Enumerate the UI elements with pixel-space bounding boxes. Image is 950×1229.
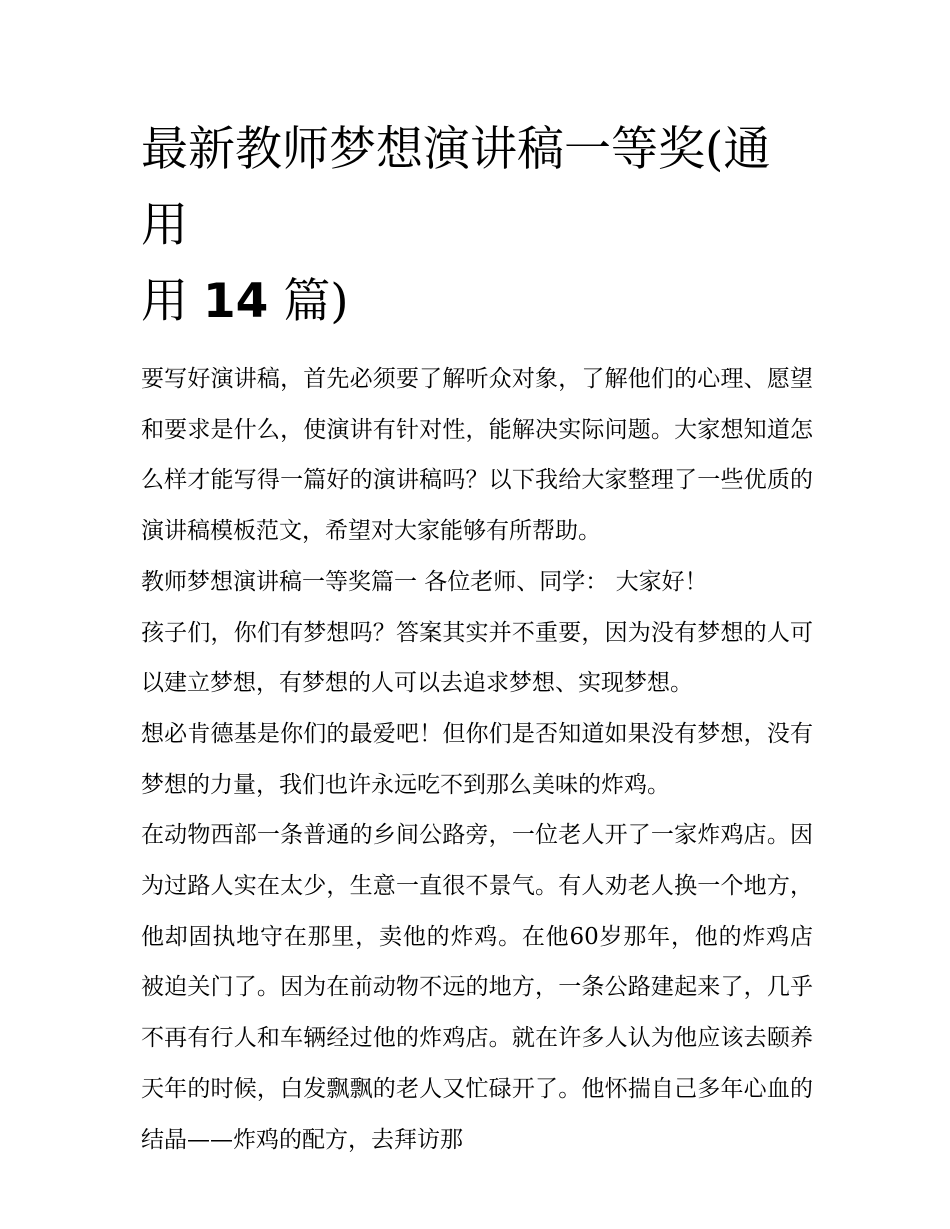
title-line1: 最新教师梦想演讲稿一等奖(通用: [141, 122, 771, 253]
paragraph-dream-question: 孩子们，你们有梦想吗？答案其实并不重要，因为没有梦想的人可以建立梦想，有梦想的人可以去追求梦想、实现梦想。: [141, 619, 813, 697]
title-suffix: 篇): [283, 274, 349, 329]
paragraph-intro: 要写好演讲稿，首先必须要了解听众对象，了解他们的心理、愿望和要求是什么，使演讲有针对性，能解决实际问题。大家想知道怎么样才能写得一篇好的演讲稿吗？以下我给大家整理了一些优质的演讲稿模板范文，希望对大家能够有所帮助。: [141, 366, 813, 545]
paragraph-story: 在动物西部一条普通的乡间公路旁，一位老人开了一家炸鸡店。因为过路人实在太少，生意一直很不景气。有人劝老人换一个地方，他却固执地守在那里，卖他的炸鸡。在他60岁那年，他的炸鸡店被迫关门了。因为在前动物不远的地方，一条公路建起来了，几乎不再有行人和车辆经过他的炸鸡店。就在许多人认为他应该去颐养天年的时候，白发飘飘的老人又忙碌开了。他怀揣自己多年心血的结晶——炸鸡的配方，去拜访那: [141, 822, 813, 1153]
document-content: [141, 112, 813, 1165]
document-body: [141, 354, 813, 1165]
paragraph-greeting: 教师梦想演讲稿一等奖篇一 各位老师、同学： 大家好！: [141, 568, 708, 595]
title-line2-prefix: 用: [141, 274, 188, 329]
document-title: [141, 112, 813, 340]
paragraph-kfc: 想必肯德基是你们的最爱吧！但你们是否知道如果没有梦想，没有梦想的力量，我们也许永远吃不到那么美味的炸鸡。: [141, 720, 813, 798]
title-number: 14: [202, 274, 269, 329]
